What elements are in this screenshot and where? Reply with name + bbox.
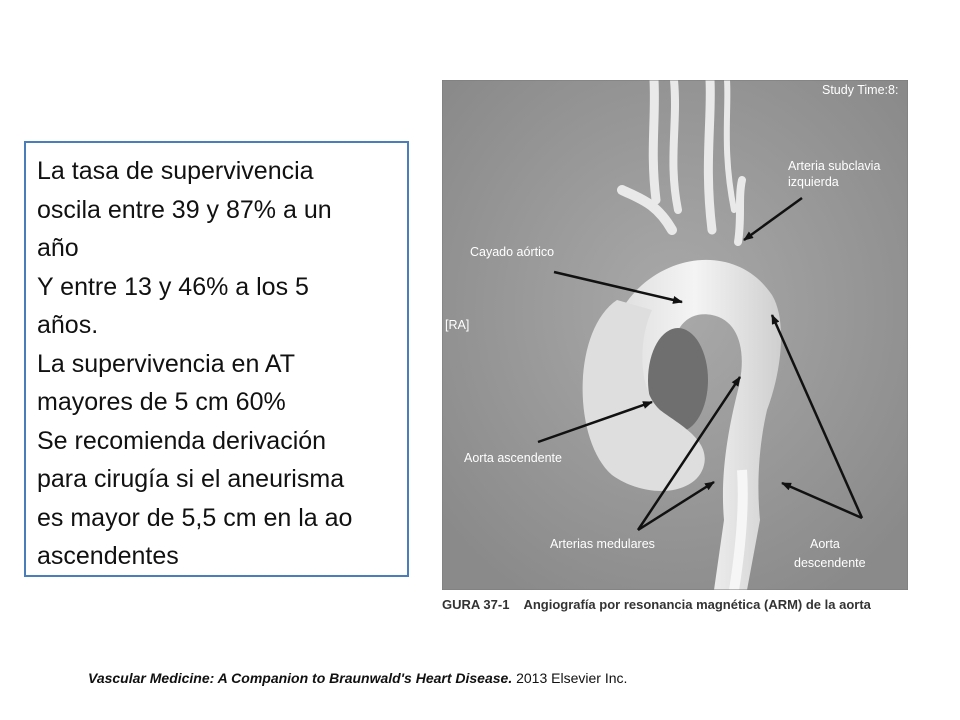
- orientation-label: [RA]: [445, 318, 470, 332]
- study-time-label: Study Time:8:: [822, 83, 899, 97]
- source-book-title: Vascular Medicine: A Companion to Braunwald's Heart Disease.: [88, 670, 513, 686]
- summary-line: mayores de 5 cm 60%: [37, 388, 286, 416]
- label-medulares: Arterias medulares: [550, 537, 655, 551]
- source-publisher: 2013 Elsevier Inc.: [512, 670, 628, 686]
- summary-line: para cirugía si el aneurisma: [37, 465, 345, 493]
- summary-line: La tasa de supervivencia: [37, 157, 314, 185]
- summary-line: ascendentes: [37, 542, 179, 570]
- label-subclavia-2: izquierda: [788, 175, 839, 189]
- summary-line: La supervivencia en AT: [37, 349, 296, 378]
- figure-caption: [442, 597, 942, 612]
- label-subclavia-1: Arteria subclavia: [788, 159, 881, 173]
- mra-aorta-figure: [442, 80, 908, 590]
- mra-image: [442, 80, 908, 590]
- summary-line: año: [37, 234, 79, 262]
- summary-line: Se recomienda derivación: [37, 426, 327, 455]
- summary-line: años.: [37, 311, 99, 339]
- label-descendente-2: descendente: [794, 556, 866, 570]
- summary-line: es mayor de 5,5 cm en la ao: [37, 503, 353, 532]
- figure-caption-text: Angiografía por resonancia magnética (ARM) de la aorta: [523, 597, 871, 612]
- label-ascendente: Aorta ascendente: [464, 451, 562, 465]
- source-citation: [88, 670, 627, 686]
- figure-number: GURA 37-1: [442, 597, 510, 612]
- summary-text-box: [24, 141, 409, 577]
- label-descendente-1: Aorta: [810, 537, 840, 551]
- summary-line: Y entre 13 y 46% a los 5: [37, 272, 309, 301]
- summary-line: oscila entre 39 y 87% a un: [37, 195, 332, 224]
- label-cayado: Cayado aórtico: [470, 245, 555, 259]
